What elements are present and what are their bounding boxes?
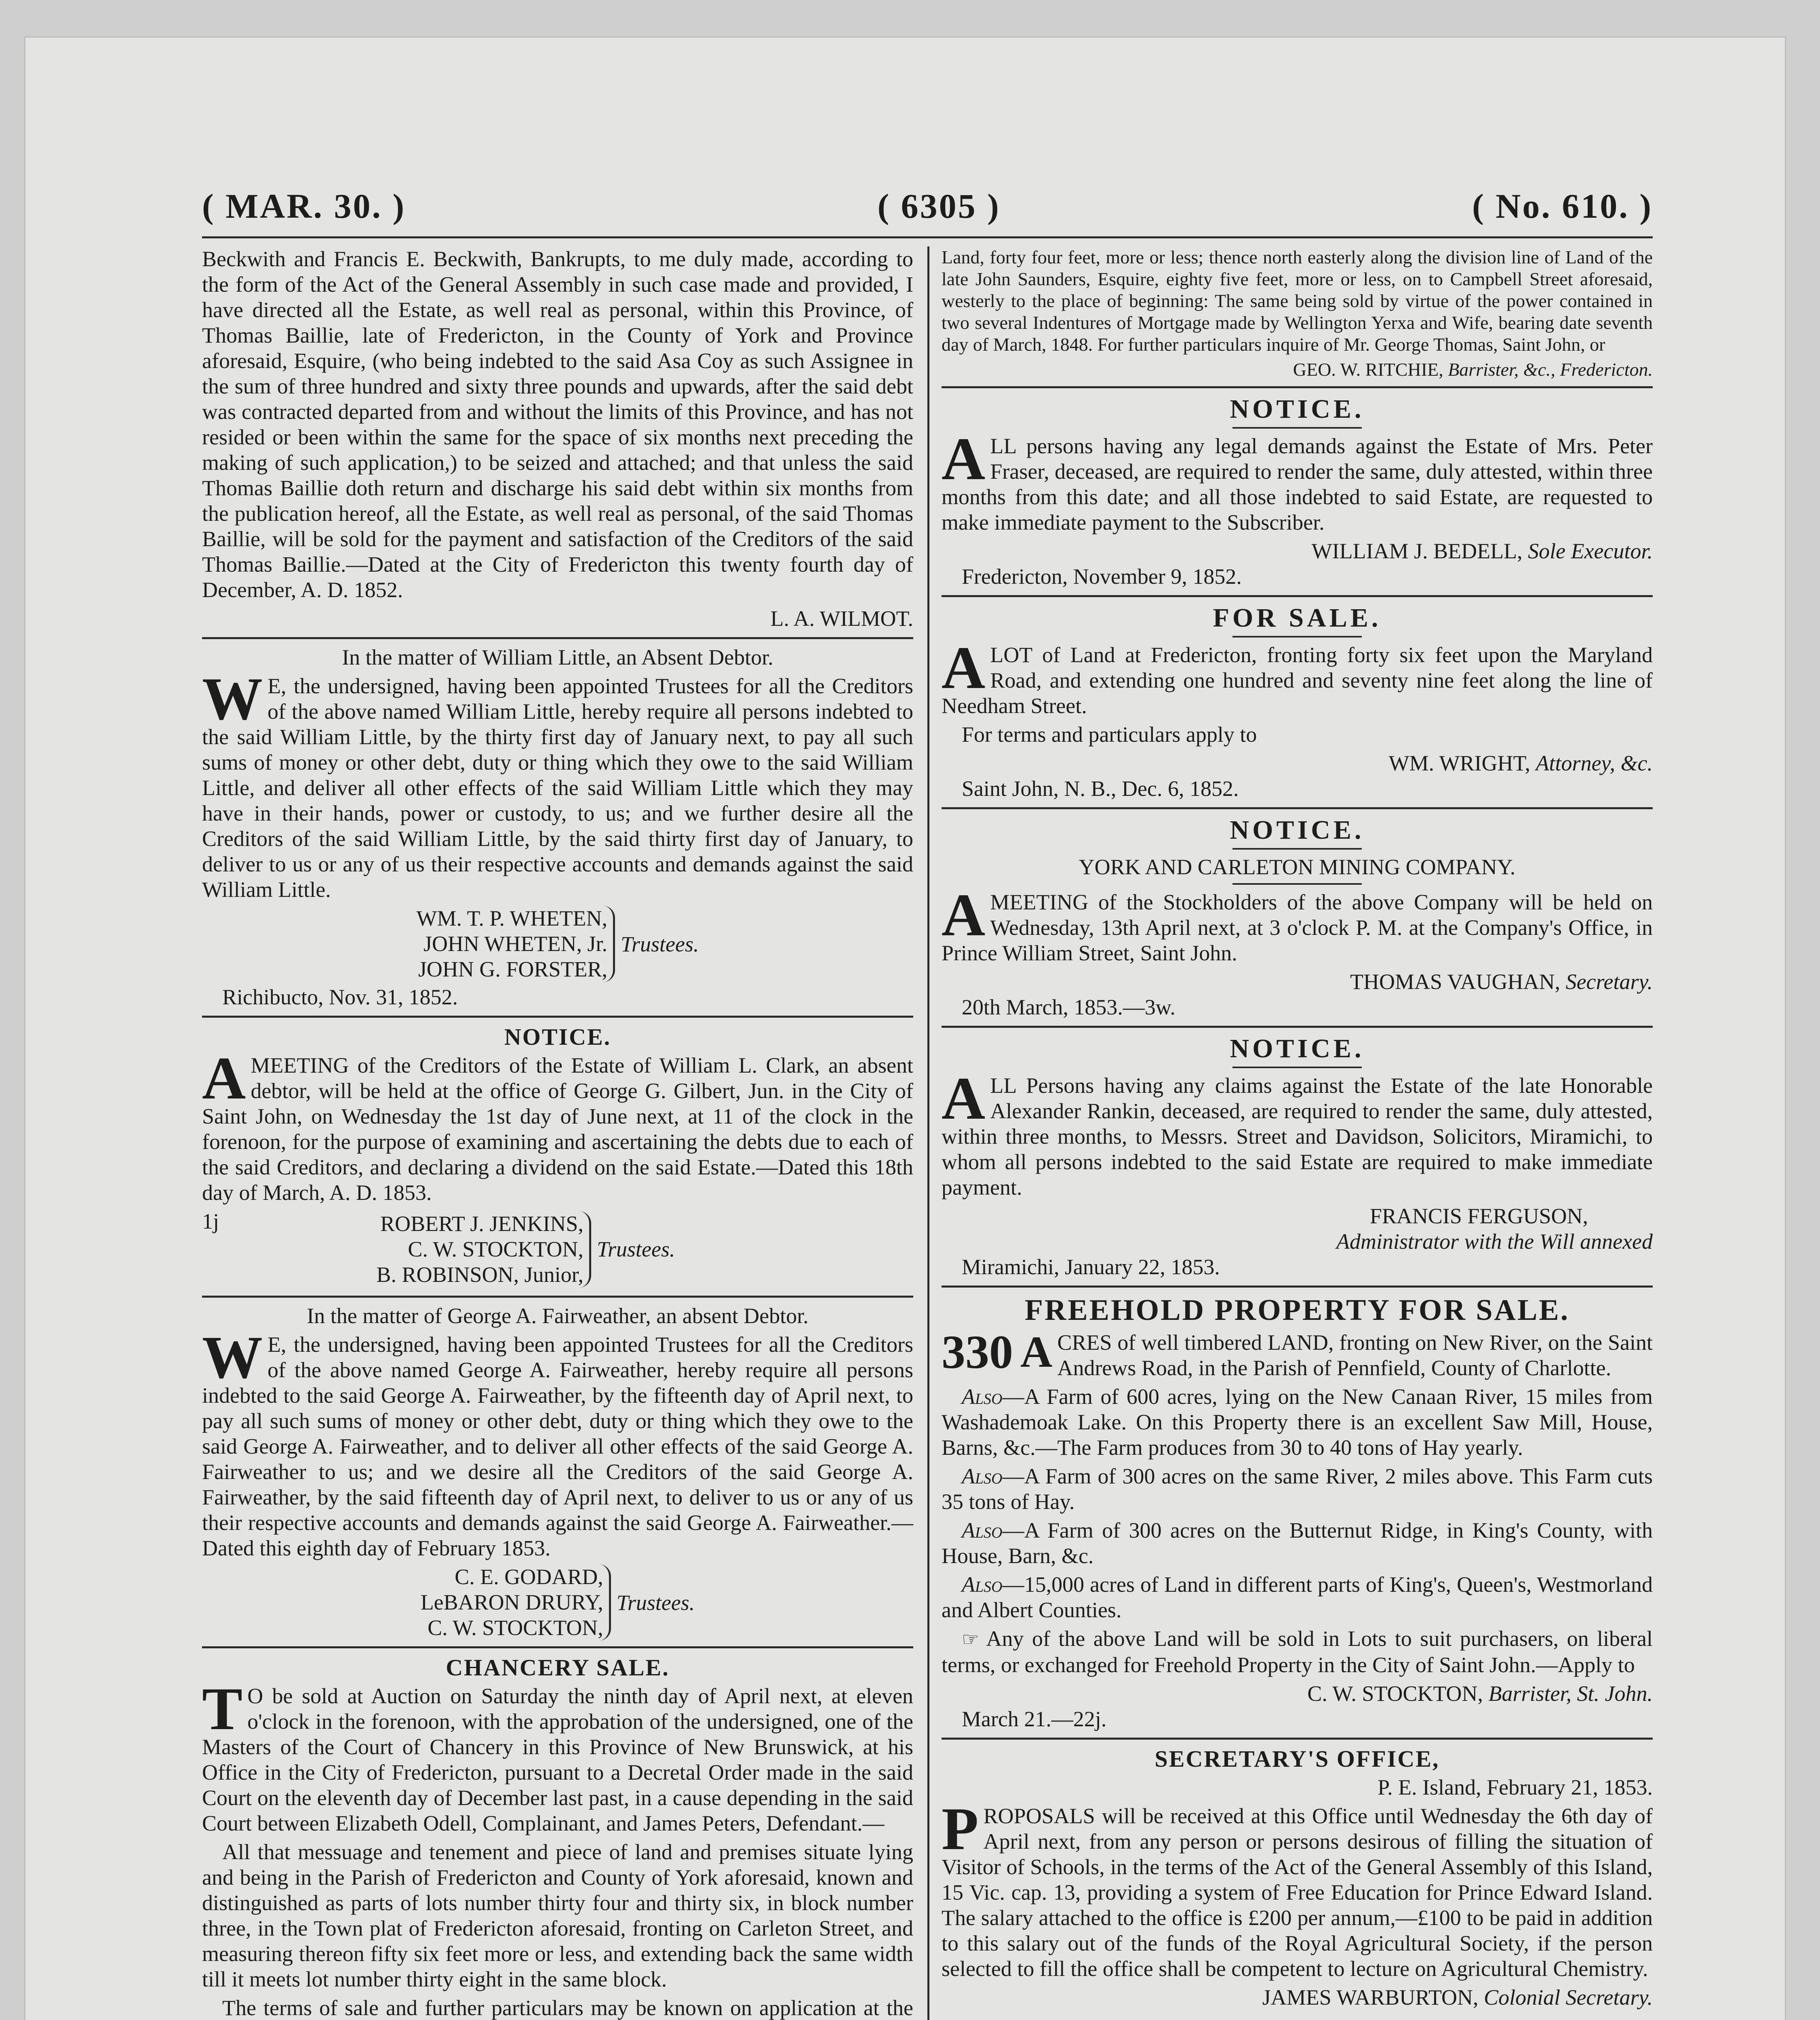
notice-mortgage-signature: GEO. W. RITCHIE, (1293, 359, 1443, 380)
freehold-also-3: —A Farm of 300 acres on the Butternut Ridge, in King's County, with House, Barn, &c. (942, 1518, 1653, 1568)
trustees-block (377, 1211, 675, 1288)
separator (942, 1286, 1653, 1288)
notice-for-sale-text: LOT of Land at Fredericton, fronting forty six feet upon the Maryland Road, and extending one hundred and seventy nine feet along the line of Needham Street. (942, 643, 1653, 718)
notice-little-text: E, the undersigned, having been appointed Trustees for all the Creditors of the above named William Little, hereby require all persons indebted to the said William Little, by the thirty first day of January next, to pay all such sums of money or other debt, duty or thing which they owe to the said William Little, and deliver all other effects of the said William Little which they may have in their hands, power or custody, to us; and we further desire all the Creditors of the said William Little, by the said thirty first day of January, to deliver to us or any of us their respective accounts and demands against the said William Little. (202, 674, 913, 902)
notice-fraser-sigtitle: Sole Executor. (1528, 539, 1653, 563)
also-label: Also (962, 1464, 1003, 1488)
trustees-label: Trustees. (620, 932, 699, 956)
notice-schools-signature: JAMES WARBURTON, (1262, 1985, 1479, 2009)
header-issue-number: ( No. 610. ) (1472, 187, 1653, 225)
separator (202, 1296, 913, 1298)
also-label: Also (962, 1572, 1003, 1597)
notice-rankin-sigtitle: Administrator with the Will annexed (1336, 1229, 1653, 1254)
notice-mining-text: MEETING of the Stockholders of the above Company will be held on Wednesday, 13th April next, at 3 o'clock P. M. at the Company's Office, in Prince William Street, Saint John. (942, 890, 1653, 965)
trustee-name: JOHN WHETEN, Jr. (423, 932, 607, 956)
separator (942, 595, 1653, 597)
header-date: ( MAR. 30. ) (202, 187, 406, 225)
trustee-name: C. W. STOCKTON, (428, 1616, 603, 1640)
column-divider (927, 246, 929, 2020)
notice-mining-subtitle: YORK AND CARLETON MINING COMPANY. (1079, 855, 1516, 879)
pointing-hand-icon: ☞ (962, 1629, 980, 1650)
notice-freehold (942, 1293, 1653, 1732)
notice-freehold-text: CRES of well timbered LAND, fronting on New River, on the Saint Andrews Road, in the Parish of Pennfield, County of Charlotte. (1057, 1330, 1653, 1380)
notice-for-sale-dateline: Saint John, N. B., Dec. 6, 1852. (962, 776, 1239, 801)
freehold-also-1: —A Farm of 600 acres, lying on the New Canaan River, 15 miles from Washademoak Lake. On this Property there is an excellent Saw Mill, House, Barns, &c.—The Farm produces from 30 to 40 tons of Hay yearly. (942, 1385, 1653, 1460)
notice-clark-text: MEETING of the Creditors of the Estate of William L. Clark, an absent debtor, will be held at the office of George G. Gilbert, Jun. in the City of Saint John, on Wednesday the 1st day of June next, at 11 of the clock in the forenoon, for the purpose of examining and ascertaining the debts due to each of the said Creditors, and declaring a dividend on the said Estate.—Dated this 18th day of March, A. D. 1853. (202, 1053, 913, 1205)
left-column (202, 246, 913, 2020)
page-header (202, 186, 1653, 226)
drop-cap: P (942, 1795, 979, 1862)
drop-cap: A (942, 1065, 986, 1132)
trustee-name: ROBERT J. JENKINS, (380, 1212, 583, 1236)
separator (942, 1738, 1653, 1740)
notice-chancery-premises: All that messuage and tenement and piece of land and premises situate lying and being in the Parish of Fredericton and County of York aforesaid, known and distinguished as parts of lots number thirty four and thirty six, in block number three, in the Town plat of Fredericton aforesaid, fronting on Carleton Street, and measuring thereon fifty six feet more or less, and extending back the same width till it meets lot number thirty eight in the same block. (202, 1840, 913, 1991)
notice-fraser (942, 394, 1653, 589)
title-rule (1232, 1067, 1362, 1068)
title-rule (1232, 427, 1362, 429)
notice-mortgage-continued (942, 246, 1653, 381)
notice-freehold-dateline: March 21.—22j. (962, 1707, 1107, 1731)
notice-chancery-title: CHANCERY SALE. (446, 1654, 670, 1681)
title-rule (1232, 883, 1362, 885)
notice-mortgage-sigtitle: Barrister, &c., Fredericton. (1448, 359, 1653, 380)
notice-clark-title: NOTICE. (504, 1024, 611, 1050)
notice-visitor-of-schools (942, 1745, 1653, 2010)
notice-fraser-title: NOTICE. (1230, 394, 1365, 424)
notice-freehold-signature: C. W. STOCKTON, (1307, 1681, 1483, 1706)
notice-fraser-signature: WILLIAM J. BEDELL, (1311, 539, 1523, 563)
notice-little-dateline: Richibucto, Nov. 31, 1852. (222, 985, 458, 1009)
also-label: Also (962, 1385, 1003, 1409)
trustee-name: LeBARON DRURY, (420, 1590, 603, 1614)
notice-fraser-text: LL persons having any legal demands against the Estate of Mrs. Peter Fraser, deceased, are required to render the same, duly attested, within three months from this date; and all those indebted to said Estate, are requested to make immediate payment to the Subscriber. (942, 434, 1653, 534)
gazette-page (24, 36, 1786, 2020)
notice-rankin-title: NOTICE. (1230, 1034, 1365, 1063)
header-page-number: ( 6305 ) (877, 187, 1001, 225)
notice-baillie-signature: L. A. WILMOT. (770, 606, 913, 631)
separator (942, 807, 1653, 809)
separator (202, 1646, 913, 1648)
separator (942, 1026, 1653, 1028)
drop-cap: T (202, 1675, 243, 1742)
notice-chancery-text: O be sold at Auction on Saturday the ninth day of April next, at eleven o'clock in the forenoon, with the approbation of the undersigned, one of the Masters of the Court of Chancery in this Province of New Brunswick, at his Office in the City of Fredericton, pursuant to a Decretal Order made in the said Court on the eleventh day of December last past, in a cause depending in the said Court between Elizabeth Odell, Complainant, and James Peters, Defendant.— (202, 1684, 913, 1835)
notice-little-heading: In the matter of William Little, an Absent Debtor. (342, 645, 773, 669)
acreage-number: 330 (942, 1326, 1013, 1378)
separator (202, 1016, 913, 1018)
trustee-name: C. W. STOCKTON, (408, 1237, 583, 1261)
trustee-name: WM. T. P. WHETEN, (416, 906, 607, 930)
right-column (942, 246, 1653, 2020)
notice-mining-signature: THOMAS VAUGHAN, (1350, 970, 1561, 994)
notice-chancery (202, 1654, 913, 2020)
notice-little (202, 645, 913, 1010)
title-rule (1232, 636, 1362, 638)
freehold-also-4: —15,000 acres of Land in different parts of King's, Queen's, Westmorland and Albert Counties. (942, 1572, 1653, 1622)
notice-baillie-text: Beckwith and Francis E. Beckwith, Bankrupts, to me duly made, according to the form of the Act of the General Assembly in such case made and provided, I have directed all the Estate, as well real as personal, within this Province, of Thomas Baillie, late of Fredericton, in the County of York and Province aforesaid, Esquire, (who being indebted to the said Asa Coy as such Assignee in the sum of three hundred and sixty three pounds and upwards, after the said debt was contracted departed from and without the limits of this Province, and has not resided or been within the same for the space of six months next preceding the making of such application,) to be seized and attached; and that unless the said Thomas Baillie doth return and discharge his said debt within six months from the publication hereof, all the Estate, as well real as personal, of the said Thomas Baillie, will be sold for the payment and satisfaction of the Creditors of the said Thomas Baillie.—Dated at the City of Fredericton this twenty fourth day of December, A. D. 1852. (202, 247, 913, 602)
notice-rankin-dateline: Miramichi, January 22, 1853. (962, 1255, 1220, 1279)
notice-mark: 1j (202, 1209, 219, 1233)
notice-rankin (942, 1033, 1653, 1280)
notice-mortgage-text: Land, forty four feet, more or less; thence north easterly along the division line of Land of the late John Saunders, Esquire, eighty five feet, more or less, on to Campbell Street aforesaid, westerly to the place of beginning: The same being sold by virtue of the power contained in two several Indentures of Mortgage made by Wellington Yerxa and Wife, bearing date seventh day of March, 1848. For further particulars inquire of Mr. George Thomas, Saint John, or (942, 247, 1653, 355)
notice-schools-text: ROPOSALS will be received at this Office until Wednesday the 6th day of April next, from any person or persons desirous of filling the situation of Visitor of Schools, in the terms of the Act of the General Assembly of this Island, 15 Vic. cap. 13, providing a system of Free Education for Prince Edward Island. The salary attached to the office is £200 per annum,—£100 to be paid in addition to this salary out of the funds of the Royal Agricultural Society, if the person selected to fill the office shall be competent to lecture on Agricultural Chemistry. (942, 1804, 1653, 1981)
notice-for-sale-apply: For terms and particulars apply to (962, 722, 1257, 747)
notice-for-sale-signature: WM. WRIGHT, (1388, 751, 1531, 775)
drop-cap: W (202, 665, 263, 732)
notice-clark (202, 1023, 913, 1290)
drop-cap: A (942, 425, 986, 492)
title-rule (1232, 848, 1362, 850)
drop-cap: A (942, 634, 986, 701)
header-rule (202, 236, 1653, 238)
notice-fraser-dateline: Fredericton, November 9, 1852. (962, 564, 1242, 589)
notice-fairweather (202, 1303, 913, 1641)
trustees-label: Trustees. (596, 1237, 675, 1261)
trustees-block (202, 906, 913, 982)
notice-rankin-signature: FRANCIS FERGUSON, (1369, 1204, 1588, 1228)
trustees-block (202, 1564, 913, 1641)
freehold-also-2: —A Farm of 300 acres on the same River, 2 miles above. This Farm cuts 35 tons of Hay. (942, 1464, 1653, 1514)
notice-mining-dateline: 20th March, 1853.—3w. (962, 995, 1175, 1019)
notice-schools-sigtitle: Colonial Secretary. (1484, 1985, 1653, 2009)
notice-for-sale (942, 603, 1653, 802)
trustee-name: B. ROBINSON, Junior, (376, 1262, 583, 1287)
trustee-name: JOHN G. FORSTER, (418, 957, 607, 981)
notice-fairweather-text: E, the undersigned, having been appointed Trustees for all the Creditors of the above named George A. Fairweather, hereby require all persons indebted to the said George A. Fairweather, by the fifteenth day of April next, to pay all such sums of money or other debt, duty or thing which they owe to the said George A. Fairweather, and to deliver all other effects of the said George A. Fairweather to us; and we desire all the Creditors of the said George A. Fairweather, by the said fifteenth day of April next, to deliver to us or any of us their respective accounts and demands against the said George A. Fairweather.—Dated this eighth day of February 1853. (202, 1332, 913, 1560)
notice-fairweather-heading: In the matter of George A. Fairweather, an absent Debtor. (307, 1304, 809, 1328)
notice-baillie (202, 246, 913, 631)
notice-mining (942, 815, 1653, 1020)
notice-mining-sigtitle: Secretary. (1565, 970, 1653, 994)
notice-chancery-terms: The terms of sale and further particulars may be known on application at the (222, 1996, 913, 2020)
drop-cap: A (202, 1045, 246, 1112)
drop-cap: A (1020, 1327, 1053, 1376)
notice-mining-title: NOTICE. (1230, 815, 1365, 845)
separator (202, 637, 913, 639)
drop-cap: A (942, 882, 986, 949)
separator (942, 386, 1653, 388)
notice-for-sale-sigtitle: Attorney, &c. (1536, 751, 1653, 775)
notice-secretary-title: SECRETARY'S OFFICE, (1154, 1746, 1440, 1772)
trustee-name: C. E. GODARD, (455, 1565, 603, 1589)
notice-freehold-sigtitle: Barrister, St. John. (1488, 1681, 1653, 1706)
notice-secretary-placedate: P. E. Island, February 21, 1853. (1378, 1775, 1653, 1799)
drop-cap: W (202, 1324, 263, 1391)
trustees-label: Trustees. (616, 1590, 695, 1615)
freehold-lots: Any of the above Land will be sold in Lots to suit purchasers, on liberal terms, or exchanged for Freehold Property in the City of Saint John.—Apply to (942, 1627, 1653, 1677)
notice-rankin-text: LL Persons having any claims against the Estate of the late Honorable Alexander Rankin, deceased, are required to render the same, duly attested, within three months, to Messrs. Street and Davidson, Solicitors, Miramichi, to whom all persons indebted to the said Estate are required to make immediate payment. (942, 1073, 1653, 1199)
also-label: Also (962, 1518, 1003, 1542)
notice-freehold-title: FREEHOLD PROPERTY FOR SALE. (1024, 1294, 1570, 1327)
notice-for-sale-title: FOR SALE. (1213, 603, 1382, 633)
